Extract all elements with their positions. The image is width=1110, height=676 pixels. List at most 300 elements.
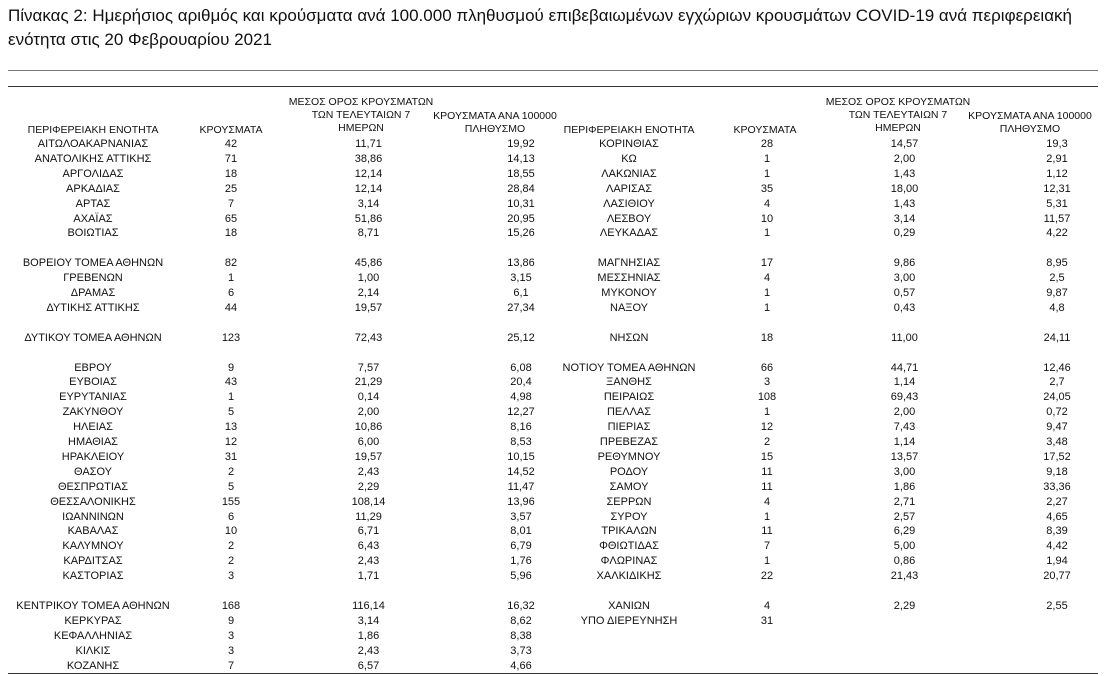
cell-avg: 9,86	[893, 257, 916, 270]
cell-cases: 7	[227, 659, 235, 672]
cell-rate: 2,91	[1046, 152, 1068, 165]
cell-name: ΜΕΣΣΗΝΙΑΣ	[597, 272, 661, 285]
cell-name: ΘΑΣΟΥ	[73, 465, 113, 478]
cell-avg: 3,00	[893, 465, 916, 478]
cell-name: ΣΕΡΡΩΝ	[606, 495, 652, 508]
cell-name: ΙΩΑΝΝΙΝΩΝ	[62, 510, 124, 523]
cell-cases: 13	[224, 421, 238, 434]
cell-rate: 1,12	[1046, 167, 1068, 180]
cell-cases: 9	[227, 361, 235, 374]
cell-cases: 31	[760, 614, 774, 627]
table-row	[8, 152, 598, 167]
cell-rate: 3,57	[510, 510, 532, 523]
cell-cases: 1	[227, 272, 235, 285]
table-row	[8, 524, 598, 539]
cell-cases: 7	[227, 197, 235, 210]
table-row	[544, 346, 1110, 361]
table-row	[8, 301, 598, 316]
table-row	[544, 495, 1110, 510]
cell-avg: 1,43	[893, 197, 916, 210]
cell-avg: 0,43	[893, 301, 916, 314]
cell-avg: 2,71	[893, 495, 916, 508]
cell-avg: 12,14	[354, 167, 383, 180]
cell-name: ΦΛΩΡΙΝΑΣ	[600, 555, 658, 568]
cell-rate: 25,12	[507, 331, 535, 344]
cell-avg: 45,86	[354, 257, 383, 270]
cell-rate: 12,46	[1043, 361, 1071, 374]
table-row	[8, 286, 598, 301]
cell-rate: 11,47	[507, 480, 535, 493]
cell-avg: 2,29	[893, 599, 916, 612]
cell-rate: 13,86	[507, 257, 535, 270]
cell-avg: 69,43	[890, 391, 919, 404]
table-row	[544, 375, 1110, 390]
cell-cases: 1	[763, 152, 771, 165]
cell-cases: 44	[224, 301, 238, 314]
cell-rate: 0,72	[1046, 406, 1068, 419]
cell-cases: 12	[224, 436, 238, 448]
cell-rate: 16,32	[507, 599, 535, 612]
cell-rate: 4,8	[1049, 301, 1065, 314]
cell-avg: 1,43	[893, 167, 916, 180]
cell-avg: 0,14	[357, 391, 380, 404]
cell-rate: 12,31	[1043, 182, 1071, 195]
table-row	[8, 241, 598, 256]
cell-rate: 3,48	[1046, 436, 1068, 448]
cell-name: ΞΑΝΘΗΣ	[606, 376, 652, 389]
cell-name: ΚΙΛΚΙΣ	[75, 644, 111, 657]
table-row	[8, 390, 598, 405]
cell-rate: 14,52	[507, 465, 535, 478]
cell-rate: 3,73	[510, 644, 532, 657]
table-row	[8, 271, 598, 286]
table-row	[544, 420, 1110, 435]
cell-name: ΕΒΡΟΥ	[74, 361, 112, 374]
table-row	[8, 256, 598, 271]
cell-cases: 4	[763, 197, 771, 210]
cell-name: ΗΡΑΚΛΕΙΟΥ	[61, 450, 125, 463]
cell-name: ΝΗΣΩΝ	[609, 331, 649, 344]
table-row	[8, 569, 598, 584]
table-row	[8, 405, 598, 420]
cell-cases: 1	[763, 406, 771, 419]
table-top-border	[8, 86, 1098, 87]
table-row	[544, 286, 1110, 301]
cell-avg: 6,43	[357, 540, 380, 553]
cell-avg: 1,71	[357, 570, 380, 583]
table-row	[8, 182, 598, 197]
table-row	[8, 197, 598, 212]
cell-avg: 6,00	[357, 436, 380, 448]
cell-rate: 15,26	[507, 227, 535, 240]
cell-avg: 0,29	[893, 227, 916, 240]
cell-rate: 24,11	[1043, 331, 1071, 344]
cell-cases: 71	[224, 152, 238, 165]
header-region-left: ΠΕΡΙΦΕΡΕΙΑΚΗ ΕΝΟΤΗΤΑ	[27, 124, 159, 136]
cell-cases: 4	[763, 599, 771, 612]
cell-name: ΝΟΤΙΟΥ ΤΟΜΕΑ ΑΘΗΝΩΝ	[562, 361, 696, 374]
table-row	[544, 241, 1110, 256]
cell-name: ΘΕΣΣΑΛΟΝΙΚΗΣ	[50, 495, 136, 508]
cell-cases: 65	[224, 212, 238, 225]
cell-cases: 5	[227, 480, 235, 493]
cell-avg: 1,86	[893, 480, 916, 493]
cell-avg: 10,86	[354, 421, 383, 434]
table-bottom-border	[8, 673, 1098, 674]
cell-cases: 10	[760, 212, 774, 225]
table-row	[544, 226, 1110, 241]
table-row	[544, 465, 1110, 480]
cell-name: ΔΡΑΜΑΣ	[70, 287, 116, 299]
cell-rate: 5,31	[1046, 197, 1068, 210]
cell-cases: 1	[763, 555, 771, 568]
cell-avg: 2,43	[357, 555, 380, 568]
cell-name: ΚΑΒΑΛΑΣ	[67, 525, 119, 538]
table-row	[544, 450, 1110, 465]
cell-name: ΜΑΓΝΗΣΙΑΣ	[597, 257, 661, 270]
cell-name: ΧΑΝΙΩΝ	[608, 599, 650, 612]
cell-avg: 1,86	[357, 629, 380, 642]
cell-rate: 2,27	[1046, 495, 1068, 508]
cell-avg: 3,14	[357, 614, 380, 627]
cell-cases: 3	[227, 629, 235, 642]
cell-name: ΚΑΛΥΜΝΟΥ	[62, 540, 124, 553]
cell-name: ΚΑΣΤΟΡΙΑΣ	[62, 570, 124, 583]
cell-cases: 2	[227, 555, 235, 568]
table-row	[8, 644, 598, 659]
cell-cases: 6	[227, 510, 235, 523]
cell-name: ΠΡΕΒΕΖΑΣ	[599, 436, 659, 448]
cell-name: ΝΑΞΟΥ	[610, 301, 648, 314]
table-row	[8, 167, 598, 182]
cell-avg: 3,14	[357, 197, 380, 210]
cell-cases: 123	[221, 331, 241, 344]
table-row	[8, 361, 598, 376]
cell-rate: 1,94	[1046, 555, 1068, 568]
cell-name: ΡΟΔΟΥ	[609, 465, 649, 478]
cell-name: ΚΩ	[621, 152, 637, 165]
table-row	[8, 226, 598, 241]
cell-cases: 11	[761, 480, 773, 493]
table-row	[8, 510, 598, 525]
cell-avg: 108,14	[351, 495, 386, 508]
table-row	[544, 599, 1110, 614]
cell-name: ΣΑΜΟΥ	[609, 480, 649, 493]
table-row	[544, 271, 1110, 286]
cell-avg: 1,14	[893, 436, 916, 448]
cell-avg: 12,14	[354, 182, 383, 195]
cell-name: ΖΑΚΥΝΘΟΥ	[62, 406, 124, 419]
cell-rate: 8,62	[510, 614, 532, 627]
table-row	[544, 480, 1110, 495]
cell-avg: 3,00	[893, 272, 916, 285]
cell-rate: 28,84	[507, 182, 535, 195]
cell-name: ΔΥΤΙΚΗΣ ΑΤΤΙΚΗΣ	[46, 301, 140, 314]
cell-cases: 6	[227, 287, 235, 299]
cell-name: ΕΥΒΟΙΑΣ	[69, 376, 117, 389]
cell-rate: 12,27	[507, 406, 535, 419]
cell-avg: 3,14	[893, 212, 916, 225]
cell-cases: 28	[760, 138, 774, 150]
cell-cases: 43	[224, 376, 238, 389]
cell-cases: 7	[763, 540, 771, 553]
header-avg-left: ΜΕΣΟΣ ΟΡΟΣ ΚΡΟΥΣΜΑΤΩΝ ΤΩΝ ΤΕΛΕΥΤΑΙΩΝ 7 ΗΜΕΡΩΝ	[288, 96, 434, 134]
cell-name: ΚΕΦΑΛΛΗΝΙΑΣ	[53, 629, 133, 642]
cell-name: ΛΕΣΒΟΥ	[606, 212, 652, 225]
cell-avg: 18,00	[890, 182, 919, 195]
cell-name: ΣΥΡΟΥ	[610, 510, 648, 523]
table-row	[544, 569, 1110, 584]
cell-cases: 82	[224, 257, 238, 270]
table-row	[8, 420, 598, 435]
table-row	[8, 465, 598, 480]
cell-cases: 1	[763, 167, 771, 180]
cell-rate: 4,65	[1046, 510, 1068, 523]
cell-avg: 6,29	[893, 525, 916, 538]
cell-rate: 4,22	[1046, 227, 1068, 240]
table-row	[8, 346, 598, 361]
cell-rate: 1,76	[510, 555, 532, 568]
cell-rate: 8,39	[1046, 525, 1068, 538]
cell-cases: 168	[221, 599, 241, 612]
cell-avg: 2,43	[357, 644, 380, 657]
cell-cases: 18	[224, 227, 238, 240]
cell-rate: 10,15	[507, 450, 535, 463]
cell-cases: 1	[763, 301, 771, 314]
cell-rate: 6,1	[513, 287, 529, 299]
cell-name: ΜΥΚΟΝΟΥ	[601, 287, 657, 299]
cell-name: ΑΡΓΟΛΙΔΑΣ	[62, 167, 124, 180]
cell-rate: 33,36	[1043, 480, 1071, 493]
cell-avg: 38,86	[354, 152, 383, 165]
title-divider	[8, 70, 1098, 71]
cell-avg: 6,57	[357, 659, 380, 672]
cell-rate: 27,34	[507, 301, 535, 314]
cell-rate: 8,95	[1046, 257, 1068, 270]
cell-rate: 5,96	[510, 570, 532, 583]
cell-rate: 20,4	[510, 376, 532, 389]
cell-avg: 21,43	[890, 570, 919, 583]
cell-cases: 66	[760, 361, 774, 374]
cell-name: ΚΕΡΚΥΡΑΣ	[64, 614, 122, 627]
table-row	[8, 495, 598, 510]
cell-avg: 116,14	[352, 599, 385, 612]
table-row	[544, 524, 1110, 539]
cell-cases: 108	[757, 391, 777, 404]
cell-name: ΑΡΤΑΣ	[75, 197, 111, 210]
table-row	[544, 256, 1110, 271]
table-row	[544, 316, 1110, 331]
cell-avg: 1,00	[357, 272, 380, 285]
cell-rate: 2,55	[1046, 599, 1068, 612]
cell-rate: 11,57	[1043, 212, 1071, 225]
cell-rate: 6,08	[510, 361, 532, 374]
cell-avg: 2,00	[893, 406, 916, 419]
cell-rate: 19,92	[507, 138, 535, 150]
cell-name: ΠΙΕΡΙΑΣ	[607, 421, 651, 434]
cell-avg: 0,86	[893, 555, 916, 568]
cell-avg: 0,57	[893, 287, 916, 299]
cell-name: ΛΑΚΩΝΙΑΣ	[601, 167, 657, 180]
table-row	[8, 316, 598, 331]
table-row	[8, 480, 598, 495]
cell-name: ΚΕΝΤΡΙΚΟΥ ΤΟΜΕΑ ΑΘΗΝΩΝ	[16, 599, 170, 612]
cell-name: ΠΕΛΛΑΣ	[606, 406, 652, 419]
cell-avg: 19,57	[354, 450, 383, 463]
cell-rate: 19,3	[1046, 138, 1068, 150]
cell-rate: 2,7	[1049, 376, 1065, 389]
cell-avg: 14,57	[890, 138, 919, 150]
cell-rate: 17,52	[1043, 450, 1071, 463]
cell-rate: 9,47	[1046, 421, 1068, 434]
cell-rate: 6,79	[510, 540, 532, 553]
cell-name: ΥΠΟ ΔΙΕΡΕΥΝΗΣΗ	[580, 614, 678, 627]
cell-cases: 18	[760, 331, 774, 344]
cell-name: ΒΟΡΕΙΟΥ ΤΟΜΕΑ ΑΘΗΝΩΝ	[22, 257, 164, 270]
cell-cases: 4	[763, 272, 771, 285]
header-cases-right: ΚΡΟΥΣΜΑΤΑ	[733, 124, 797, 136]
table-row	[544, 405, 1110, 420]
table-row	[544, 390, 1110, 405]
header-avg-right: ΜΕΣΟΣ ΟΡΟΣ ΚΡΟΥΣΜΑΤΩΝ ΤΩΝ ΤΕΛΕΥΤΑΙΩΝ 7 ΗΜΕΡΩΝ	[825, 96, 971, 134]
cell-rate: 14,13	[507, 152, 535, 165]
cell-avg: 51,86	[354, 212, 383, 225]
cell-cases: 17	[760, 257, 774, 270]
cell-cases: 2	[227, 540, 235, 553]
cell-name: ΘΕΣΠΡΩΤΙΑΣ	[57, 480, 129, 493]
cell-avg: 21,29	[354, 376, 383, 389]
table-row	[544, 301, 1110, 316]
cell-name: ΗΛΕΙΑΣ	[73, 421, 113, 434]
cell-cases: 1	[763, 287, 771, 299]
header-rate-left: ΚΡΟΥΣΜΑΤΑ ΑΝΑ 100000 ΠΛΗΘΥΣΜΟ	[433, 110, 557, 135]
cell-rate: 4,66	[510, 659, 532, 672]
cell-cases: 15	[760, 450, 774, 463]
cell-name: ΔΥΤΙΚΟΥ ΤΟΜΕΑ ΑΘΗΝΩΝ	[24, 331, 162, 344]
cell-avg: 5,00	[893, 540, 916, 553]
cell-rate: 4,98	[510, 391, 532, 404]
cell-rate: 8,01	[510, 525, 532, 538]
cell-name: ΧΑΛΚΙΔΙΚΗΣ	[596, 570, 662, 583]
cell-name: ΑΙΤΩΛΟΑΚΑΡΝΑΝΙΑΣ	[37, 138, 149, 150]
cell-rate: 18,55	[507, 167, 535, 180]
cell-cases: 11	[761, 525, 773, 538]
table-row	[8, 629, 598, 644]
cell-avg: 7,57	[357, 361, 380, 374]
cell-avg: 11,71	[355, 138, 382, 150]
cell-cases: 5	[227, 406, 235, 419]
cell-avg: 19,57	[354, 301, 383, 314]
cell-avg: 2,57	[893, 510, 916, 523]
cell-avg: 13,57	[890, 450, 919, 463]
cell-name: ΓΡΕΒΕΝΩΝ	[63, 272, 123, 285]
table-row	[544, 539, 1110, 554]
cell-cases: 3	[763, 376, 771, 389]
header-region-right: ΠΕΡΙΦΕΡΕΙΑΚΗ ΕΝΟΤΗΤΑ	[563, 124, 695, 136]
table-row	[544, 435, 1110, 450]
cell-cases: 4	[763, 495, 771, 508]
cell-name: ΑΧΑΪΑΣ	[73, 212, 113, 225]
cell-avg: 2,14	[357, 287, 380, 299]
cell-avg: 2,43	[357, 465, 380, 478]
table-row	[544, 614, 1110, 629]
table-row	[544, 361, 1110, 376]
cell-avg: 1,14	[893, 376, 916, 389]
table-row	[8, 331, 598, 346]
table-row	[544, 182, 1110, 197]
table-row	[8, 539, 598, 554]
cell-avg: 11,29	[355, 510, 382, 523]
cell-cases: 22	[760, 570, 774, 583]
cell-rate: 2,5	[1049, 272, 1065, 285]
cell-avg: 11,00	[891, 331, 918, 344]
table-row	[544, 510, 1110, 525]
table-row	[544, 152, 1110, 167]
cell-cases: 25	[224, 182, 238, 195]
cell-cases: 155	[221, 495, 241, 508]
cell-avg: 2,00	[893, 152, 916, 165]
cell-name: ΒΟΙΩΤΙΑΣ	[67, 227, 119, 240]
table-row	[8, 137, 598, 152]
cell-rate: 9,87	[1046, 287, 1068, 299]
table-row	[544, 167, 1110, 182]
cell-rate: 10,31	[507, 197, 535, 210]
cell-avg: 6,71	[357, 525, 380, 538]
cell-name: ΦΘΙΩΤΙΔΑΣ	[599, 540, 659, 553]
table-row	[8, 450, 598, 465]
cell-name: ΚΑΡΔΙΤΣΑΣ	[63, 555, 123, 568]
cell-avg: 44,71	[890, 361, 919, 374]
cell-rate: 8,16	[510, 421, 532, 434]
table-row	[8, 554, 598, 569]
cell-name: ΛΕΥΚΑΔΑΣ	[599, 227, 659, 240]
cell-cases: 18	[224, 167, 238, 180]
table-row	[544, 197, 1110, 212]
cell-cases: 35	[760, 182, 774, 195]
cell-name: ΚΟΡΙΝΘΙΑΣ	[599, 138, 659, 150]
cell-avg: 72,43	[354, 331, 383, 344]
cell-rate: 24,05	[1043, 391, 1071, 404]
cell-rate: 8,53	[510, 436, 532, 448]
table-row	[8, 375, 598, 390]
cell-name: ΗΜΑΘΙΑΣ	[68, 436, 118, 448]
cell-rate: 20,77	[1043, 570, 1071, 583]
table-row	[544, 584, 1110, 599]
cell-cases: 12	[760, 421, 774, 434]
table-row	[544, 331, 1110, 346]
cell-name: ΡΕΘΥΜΝΟΥ	[597, 450, 661, 463]
table-row	[8, 599, 598, 614]
cell-name: ΑΡΚΑΔΙΑΣ	[66, 182, 120, 195]
cell-name: ΛΑΡΙΣΑΣ	[605, 182, 652, 195]
cell-rate: 20,95	[507, 212, 535, 225]
cell-cases: 3	[227, 570, 235, 583]
cell-rate: 8,38	[510, 629, 532, 642]
table-row	[544, 212, 1110, 227]
table-row	[8, 435, 598, 450]
header-cases-left: ΚΡΟΥΣΜΑΤΑ	[199, 124, 263, 136]
cell-name: ΛΑΣΙΘΙΟΥ	[603, 197, 655, 210]
table-row	[544, 554, 1110, 569]
table-row	[8, 584, 598, 599]
cell-name: ΕΥΡΥΤΑΝΙΑΣ	[59, 391, 127, 404]
cell-cases: 2	[763, 436, 771, 448]
cell-name: ΑΝΑΤΟΛΙΚΗΣ ΑΤΤΙΚΗΣ	[34, 152, 152, 165]
cell-avg: 2,29	[357, 480, 380, 493]
cell-cases: 1	[763, 510, 771, 523]
cell-cases: 1	[227, 391, 235, 404]
cell-name: ΚΟΖΑΝΗΣ	[66, 659, 120, 672]
